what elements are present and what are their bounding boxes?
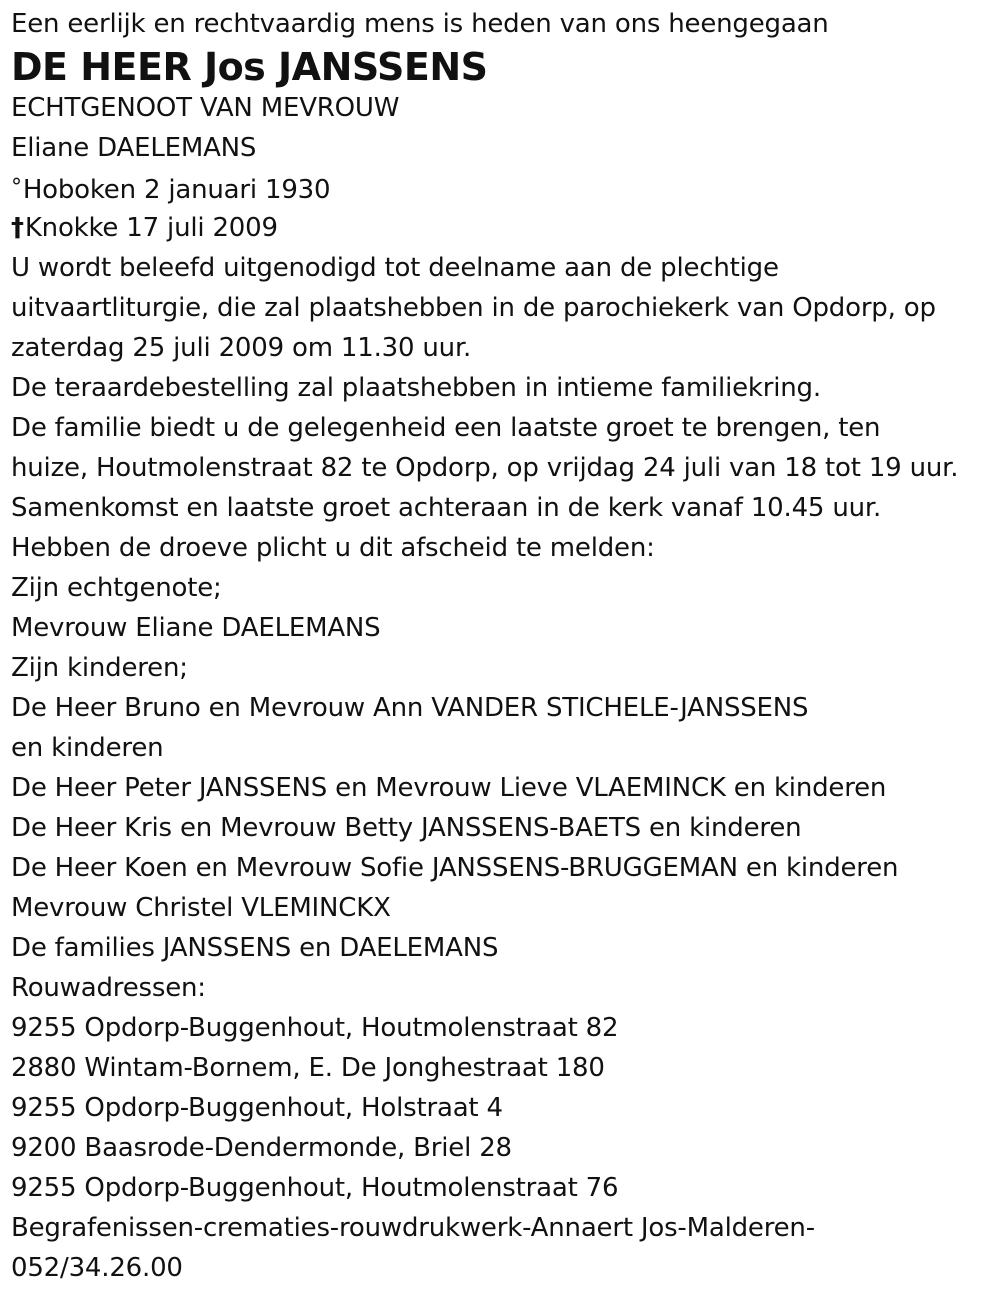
child-entry: De Heer Bruno en Mevrouw Ann VANDER STICHELE-JANSSENS [11, 693, 809, 723]
spouse-label: ECHTGENOOT VAN MEVROUW [11, 93, 400, 123]
address-entry: 9200 Baasrode-Dendermonde, Briel 28 [11, 1133, 512, 1163]
child-entry: De Heer Koen en Mevrouw Sofie JANSSENS-BRUGGEMAN en kinderen [11, 853, 899, 883]
address-entry: 9255 Opdorp-Buggenhout, Houtmolenstraat 82 [11, 1013, 619, 1043]
announce-text: Hebben de droeve plicht u dit afscheid te melden: [11, 533, 655, 563]
families-text: De families JANSSENS en DAELEMANS [11, 933, 499, 963]
invitation-line: U wordt beleefd uitgenodigd tot deelname aan de plechtige [11, 253, 779, 283]
farewell-line: De familie biedt u de gelegenheid een laatste groet te brengen, ten [11, 413, 881, 443]
cross-icon: † [11, 213, 24, 243]
address-entry: 9255 Opdorp-Buggenhout, Houtmolenstraat 76 [11, 1173, 619, 1203]
burial-text: De teraardebestelling zal plaatshebben in intieme familiekring. [11, 373, 821, 403]
children-label: Zijn kinderen; [11, 653, 188, 683]
gathering-text: Samenkomst en laatste groet achteraan in de kerk vanaf 10.45 uur. [11, 493, 882, 523]
death-line [11, 208, 991, 248]
address-entry: 2880 Wintam-Bornem, E. De Jonghestraat 180 [11, 1053, 605, 1083]
birth-symbol: ° [11, 175, 22, 200]
child-entry: De Heer Kris en Mevrouw Betty JANSSENS-BAETS en kinderen [11, 813, 802, 843]
child-entry: Mevrouw Christel VLEMINCKX [11, 893, 391, 923]
child-entry: De Heer Peter JANSSENS en Mevrouw Lieve VLAEMINCK en kinderen [11, 773, 887, 803]
address-entry: 9255 Opdorp-Buggenhout, Holstraat 4 [11, 1093, 503, 1123]
deceased-title: DE HEER Jos JANSSENS [11, 45, 488, 89]
wife-label: Zijn echtgenote; [11, 573, 222, 603]
death-text: Knokke 17 juli 2009 [24, 213, 278, 243]
birth-text: Hoboken 2 januari 1930 [22, 175, 331, 205]
intro-text: Een eerlijk en rechtvaardig mens is heden van ons heengegaan [11, 9, 829, 39]
wife-name: Mevrouw Eliane DAELEMANS [11, 613, 381, 643]
birth-line [11, 168, 991, 208]
invitation-line: uitvaartliturgie, die zal plaatshebben in de parochiekerk van Opdorp, op [11, 293, 936, 323]
funeral-home-line: Begrafenissen-crematies-rouwdrukwerk-Annaert Jos-Malderen- [11, 1213, 815, 1243]
spouse-name: Eliane DAELEMANS [11, 133, 257, 163]
obituary-notice [11, 4, 991, 1288]
invitation-line: zaterdag 25 juli 2009 om 11.30 uur. [11, 333, 472, 363]
farewell-line: huize, Houtmolenstraat 82 te Opdorp, op vrijdag 24 juli van 18 tot 19 uur. [11, 453, 959, 483]
funeral-home-phone: 052/34.26.00 [11, 1253, 183, 1283]
child-entry: en kinderen [11, 733, 164, 763]
addresses-label: Rouwadressen: [11, 973, 206, 1003]
